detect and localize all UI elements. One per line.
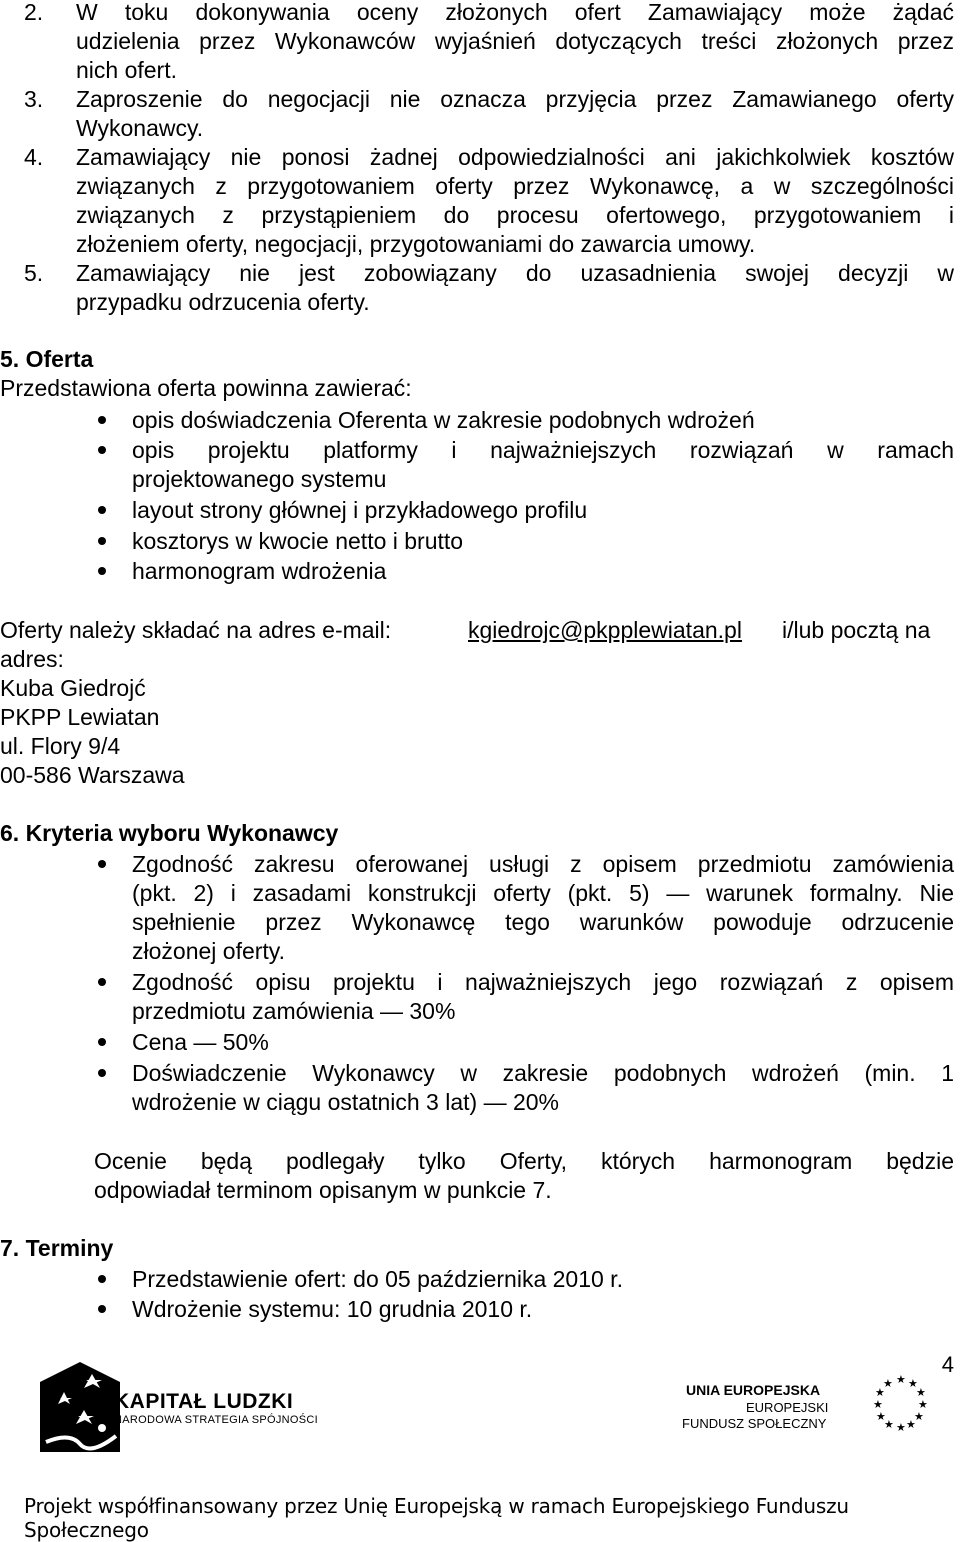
- bullet-item: kosztorys w kwocie netto i brutto: [132, 528, 464, 554]
- bullet-item: layout strony głównej i przykładowego profilu: [132, 497, 588, 523]
- svg-text:★: ★: [883, 1377, 893, 1390]
- note-text: Ocenie będą podlegały tylko Oferty, których harmonogram będzie: [94, 1148, 954, 1174]
- list-item-text: związanych z przystąpieniem do procesu ofertowego, przygotowaniem i: [76, 202, 954, 228]
- eu-line: EUROPEJSKI: [746, 1400, 829, 1415]
- address-line: ul. Flory 9/4: [0, 733, 121, 759]
- list-item-text: W toku dokonywania oceny złożonych ofert Zamawiający może żądać: [76, 0, 954, 25]
- section-heading: 7. Terminy: [0, 1235, 114, 1261]
- svg-text:★: ★: [896, 1421, 906, 1434]
- list-item-text: złożeniem oferty, negocjacji, przygotowaniami do zawarcia umowy.: [76, 231, 756, 257]
- list-item-text: związanych z przygotowaniem oferty przez Wykonawcę, a w szczególności: [76, 173, 954, 199]
- svg-text:★: ★: [884, 1418, 894, 1431]
- eu-stars-icon: [870, 1374, 930, 1434]
- list-number: 5.: [24, 260, 44, 286]
- svg-text:★: ★: [906, 1418, 916, 1431]
- bullet-icon: [98, 567, 106, 575]
- bullet-icon: [98, 978, 106, 986]
- list-item-text: nich ofert.: [76, 57, 177, 83]
- list-item-text: Zamawiający nie jest zobowiązany do uzasadnienia swojej decyzji w: [76, 260, 954, 286]
- list-item-text: Wykonawcy.: [76, 115, 204, 141]
- list-number: 3.: [24, 86, 44, 112]
- bullet-icon: [98, 1305, 106, 1313]
- bullet-item: Cena — 50%: [132, 1029, 269, 1055]
- svg-text:★: ★: [876, 1410, 886, 1423]
- address-label: adres:: [0, 646, 64, 672]
- svg-text:★: ★: [914, 1410, 924, 1423]
- bullet-icon: [98, 860, 106, 868]
- list-item-text: Zaproszenie do negocjacji nie oznacza przyjęcia przez Zamawianego oferty: [76, 86, 954, 112]
- bullet-item: harmonogram wdrożenia: [132, 558, 387, 584]
- list-item-text: udzielenia przez Wykonawców wyjaśnień dotyczących treści złożonych przez: [76, 28, 954, 54]
- section-heading: 5. Oferta: [0, 346, 94, 372]
- address-intro: Oferty należy składać na adres e-mail:: [0, 617, 392, 643]
- bullet-item: złożonej oferty.: [132, 938, 285, 964]
- note-text: odpowiadał terminom opisanym w punkcie 7.: [94, 1177, 552, 1203]
- eu-title: UNIA EUROPEJSKA: [686, 1382, 821, 1398]
- kapital-ludzki-logo: [40, 1362, 318, 1452]
- bullet-icon: [98, 446, 106, 454]
- kapital-ludzki-subtitle: NARODOWA STRATEGIA SPÓJNOŚCI: [114, 1414, 318, 1426]
- bullet-item: spełnienie przez Wykonawcę tego warunków powoduje odrzucenie: [132, 909, 954, 935]
- page-number: 4: [941, 1352, 954, 1377]
- svg-text:★: ★: [896, 1374, 906, 1386]
- bullet-item: opis projektu platformy i najważniejszych rozwiązań w ramach: [132, 437, 954, 463]
- svg-text:★: ★: [875, 1386, 885, 1399]
- bullet-icon: [98, 416, 106, 424]
- bullet-item: Zgodność opisu projektu i najważniejszych jego rozwiązań z opisem: [132, 969, 954, 995]
- bullet-item: przedmiotu zamówienia — 30%: [132, 998, 456, 1024]
- bullet-item: projektowanego systemu: [132, 466, 387, 492]
- bullet-item: Wdrożenie systemu: 10 grudnia 2010 r.: [132, 1296, 533, 1322]
- bullet-icon: [98, 537, 106, 545]
- kapital-ludzki-title: KAPITAŁ LUDZKI: [114, 1390, 294, 1413]
- email-link[interactable]: kgiedrojc@pkpplewiatan.pl: [468, 617, 742, 643]
- address-line: 00-586 Warszawa: [0, 762, 185, 788]
- address-line: Kuba Giedrojć: [0, 675, 146, 701]
- bullet-item: opis doświadczenia Oferenta w zakresie podobnych wdrożeń: [132, 407, 755, 433]
- list-number: 2.: [24, 0, 44, 25]
- bullet-item: Zgodność zakresu oferowanej usługi z opisem przedmiotu zamówienia: [132, 851, 954, 877]
- eu-logo: [680, 1374, 950, 1438]
- list-item-text: przypadku odrzucenia oferty.: [76, 289, 370, 315]
- bullet-item: Przedstawienie ofert: do 05 października 2010 r.: [132, 1266, 623, 1292]
- eu-line: FUNDUSZ SPOŁECZNY: [682, 1416, 827, 1431]
- bullet-icon: [98, 1038, 106, 1046]
- svg-text:★: ★: [873, 1398, 883, 1411]
- svg-text:★: ★: [918, 1398, 928, 1411]
- footer-note: Projekt współfinansowany przez Unię Europejską w ramach Europejskiego Funduszu Społecznego: [24, 1494, 849, 1542]
- bullet-icon: [98, 1069, 106, 1077]
- bullet-item: (pkt. 2) i zasadami konstrukcji oferty (pkt. 5) — warunek formalny. Nie: [132, 880, 954, 906]
- svg-text:★: ★: [916, 1386, 926, 1399]
- bullet-item: Doświadczenie Wykonawcy w zakresie podobnych wdrożeń (min. 1: [132, 1060, 954, 1086]
- list-item-text: Zamawiający nie ponosi żadnej odpowiedzialności ani jakichkolwiek kosztów: [76, 144, 954, 170]
- bullet-icon: [98, 1275, 106, 1283]
- address-line: PKPP Lewiatan: [0, 704, 160, 730]
- svg-text:★: ★: [908, 1377, 918, 1390]
- kapital-ludzki-emblem-icon: [40, 1362, 120, 1452]
- bullet-icon: [98, 506, 106, 514]
- address-intro: i/lub pocztą na: [782, 617, 931, 643]
- list-number: 4.: [24, 144, 44, 170]
- bullet-item: wdrożenie w ciągu ostatnich 3 lat) — 20%: [132, 1089, 559, 1115]
- section-intro: Przedstawiona oferta powinna zawierać:: [0, 375, 412, 401]
- section-heading: 6. Kryteria wyboru Wykonawcy: [0, 820, 339, 846]
